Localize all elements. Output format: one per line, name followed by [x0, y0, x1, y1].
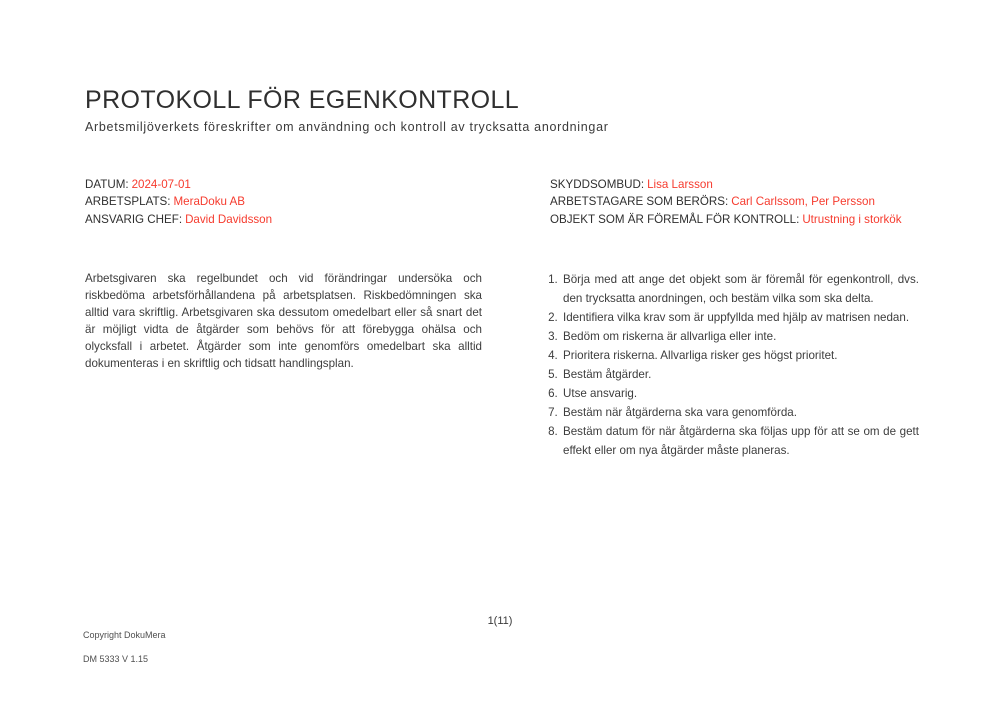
page-number: 1(11): [487, 615, 513, 627]
field-ansvarig-chef: [85, 211, 272, 228]
field-arbetstagare: [550, 193, 902, 210]
field-objekt: [550, 211, 902, 228]
instruction-item: 7. Bestäm när åtgärderna ska vara genomförda.: [561, 403, 919, 422]
field-objekt-value: Utrustning i storkök: [802, 212, 902, 226]
instruction-item: 1. Börja med att ange det objekt som är föremål för egenkontroll, dvs. den trycksatta anordningen, och bestäm vilka som ska delta.: [561, 270, 919, 308]
field-skyddsombud-value: Lisa Larsson: [647, 178, 713, 191]
field-arbetsplats-value: MeraDoku AB: [173, 195, 246, 209]
field-arbetsplats-label: ARBETSPLATS:: [85, 195, 171, 209]
instructions-list: [537, 270, 919, 460]
field-arbetsplats: [85, 193, 272, 210]
instruction-item: 4. Prioritera riskerna. Allvarliga risker ges högst prioritet.: [561, 346, 919, 365]
field-ansvarig-chef-label: ANSVARIG CHEF:: [85, 212, 183, 226]
page-subtitle: Arbetsmiljöverkets föreskrifter om användning och kontroll av trycksatta anordningar: [85, 120, 609, 134]
field-datum-value: 2024-07-01: [131, 178, 191, 191]
instruction-item: 5. Bestäm åtgärder.: [561, 365, 919, 384]
intro-paragraph: Arbetsgivaren ska regelbundet och vid förändringar undersöka och riskbedöma arbetsförhållandena på arbetsplatsen. Riskbedömningen ska alltid vara skriftlig. Arbetsgivaren ska dessutom omedelbart eller så snart det är möjligt vidta de åtgärder som behövs för att förebygga ohälsa och olycksfall i arbetet. Åtgärder som inte genomförs omedelbart ska alltid dokumenteras i en skriftlig och tidsatt handlingsplan.: [85, 272, 482, 370]
field-ansvarig-chef-value: David Davidsson: [185, 212, 273, 226]
field-datum: [85, 176, 272, 193]
fields-left-column: [85, 176, 272, 228]
instruction-item: 8. Bestäm datum för när åtgärderna ska följas upp för att se om de gett effekt eller om nya åtgärder måste planeras.: [561, 422, 919, 460]
field-arbetstagare-label: ARBETSTAGARE SOM BERÖRS:: [550, 195, 729, 209]
instruction-item: 3. Bedöm om riskerna är allvarliga eller inte.: [561, 327, 919, 346]
field-skyddsombud: [550, 176, 902, 193]
field-datum-label: DATUM:: [85, 178, 129, 191]
fields-right-column: [550, 176, 902, 228]
copyright-text: Copyright DokuMera: [83, 630, 166, 640]
field-skyddsombud-label: SKYDDSOMBUD:: [550, 178, 645, 191]
document-id-text: DM 5333 V 1.15: [83, 654, 149, 664]
field-objekt-label: OBJEKT SOM ÄR FÖREMÅL FÖR KONTROLL:: [550, 212, 800, 226]
page-title: PROTOKOLL FÖR EGENKONTROLL: [85, 86, 520, 114]
field-arbetstagare-value: Carl Carlssom, Per Persson: [731, 195, 875, 209]
instruction-item: 2. Identifiera vilka krav som är uppfyllda med hjälp av matrisen nedan.: [561, 308, 919, 327]
instruction-item: 6. Utse ansvarig.: [561, 384, 919, 403]
